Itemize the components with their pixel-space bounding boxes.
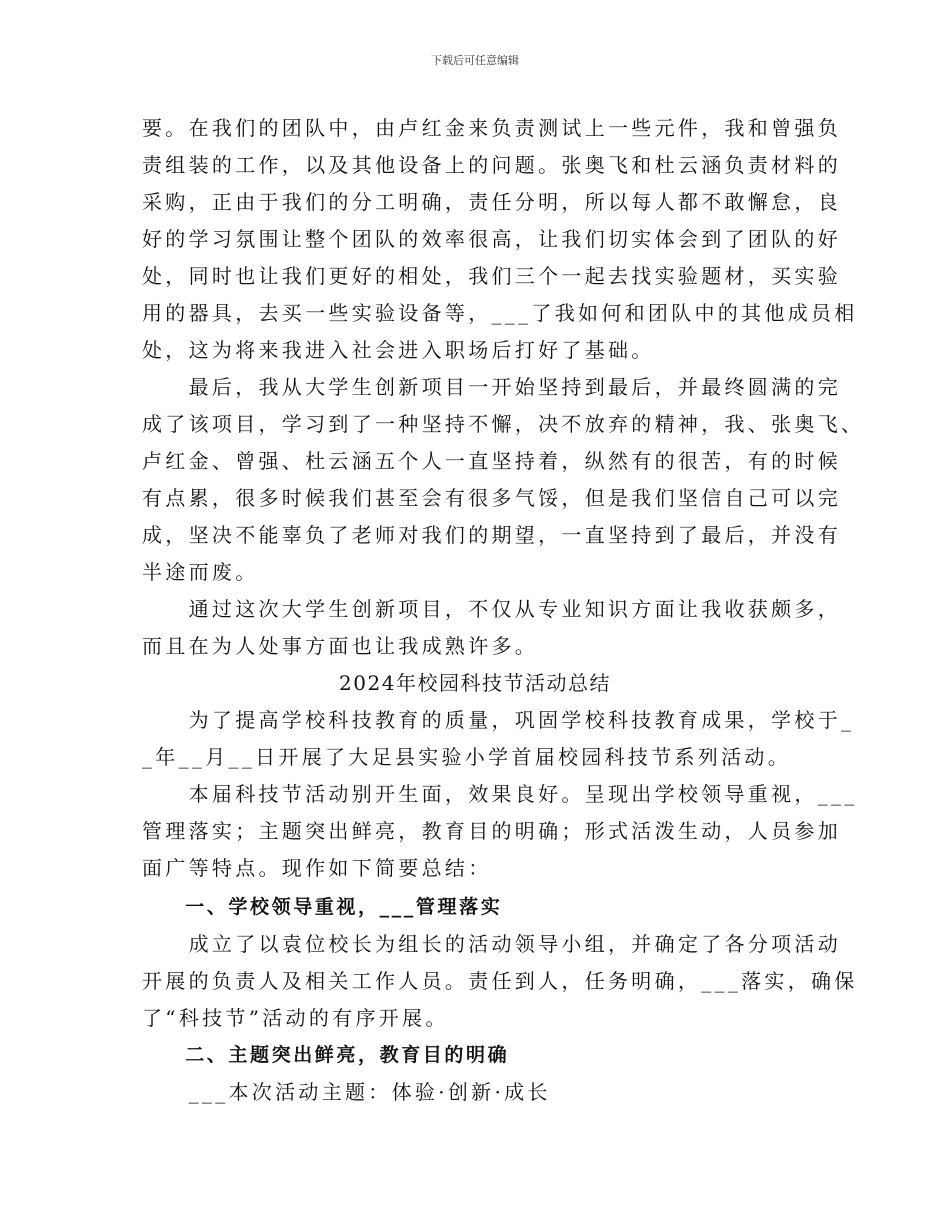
text-line: 采购，正由于我们的分工明确，责任分明，所以每人都不敢懈怠，良 xyxy=(142,190,841,214)
text-line: 成，坚决不能辜负了老师对我们的期望，一直坚持到了最后，并没有 xyxy=(142,523,841,547)
text-line: 处，同时也让我们更好的相处，我们三个一起去找实验题材，买实验 xyxy=(142,264,841,288)
text-line: 责组装的工作，以及其他设备上的问题。张奥飞和杜云涵负责材料的 xyxy=(142,153,841,177)
text-line: 为了提高学校科技教育的质量，巩固学校科技教育成果，学校于_ xyxy=(142,708,855,732)
text-line: 成了该项目，学习到了一种坚持不懈，决不放弃的精神，我、张奥飞、 xyxy=(142,412,865,436)
text-line: 有点累，很多时候我们甚至会有很多气馁，但是我们坚信自己可以完 xyxy=(142,486,841,510)
section-heading: 二、主题突出鲜亮，教育目的明确 xyxy=(142,1044,510,1066)
text-line: 开展的负责人及相关工作人员。责任到人，任务明确，___落实，确保 xyxy=(142,969,858,993)
text-line: 本届科技节活动别开生面，效果良好。呈现出学校领导重视，___ xyxy=(142,782,858,806)
text-line: 最后，我从大学生创新项目一开始坚持到最后，并最终圆满的完 xyxy=(142,375,841,399)
page-header: 下载后可任意编辑 xyxy=(431,54,519,67)
text-line: 处，这为将来我进入社会进入职场后打好了基础。 xyxy=(142,338,655,362)
section-heading: 一、学校领导重视，___管理落实 xyxy=(142,896,503,918)
article-title: 2024年校园科技节活动总结 xyxy=(339,671,611,695)
text-line: 面广等特点。现作如下简要总结： xyxy=(142,856,492,880)
text-line: _年__月__日开展了大足县实验小学首届校园科技节系列活动。 xyxy=(142,745,791,769)
text-line: 管理落实；主题突出鲜亮，教育目的明确；形式活泼生动，人员参加 xyxy=(142,819,841,843)
text-line: 而且在为人处事方面也让我成熟许多。 xyxy=(142,634,539,658)
text-line: 了“科技节”活动的有序开展。 xyxy=(142,1006,449,1030)
text-line: ___本次活动主题：体验·创新·成长 xyxy=(142,1080,551,1104)
text-line: 半途而废。 xyxy=(142,560,259,584)
text-line: 卢红金、曾强、杜云涵五个人一直坚持着，纵然有的很苦，有的时候 xyxy=(142,449,841,473)
text-line: 通过这次大学生创新项目，不仅从专业知识方面让我收获颇多， xyxy=(142,597,841,621)
text-line: 要。在我们的团队中，由卢红金来负责测试上一些元件，我和曾强负 xyxy=(142,116,841,140)
text-line: 成立了以袁位校长为组长的活动领导小组，并确定了各分项活动 xyxy=(142,932,841,956)
text-line: 好的学习氛围让整个团队的效率很高，让我们切实体会到了团队的好 xyxy=(142,227,841,251)
text-line: 用的器具，去买一些实验设备等，___了我如何和团队中的其他成员相 xyxy=(142,301,858,325)
